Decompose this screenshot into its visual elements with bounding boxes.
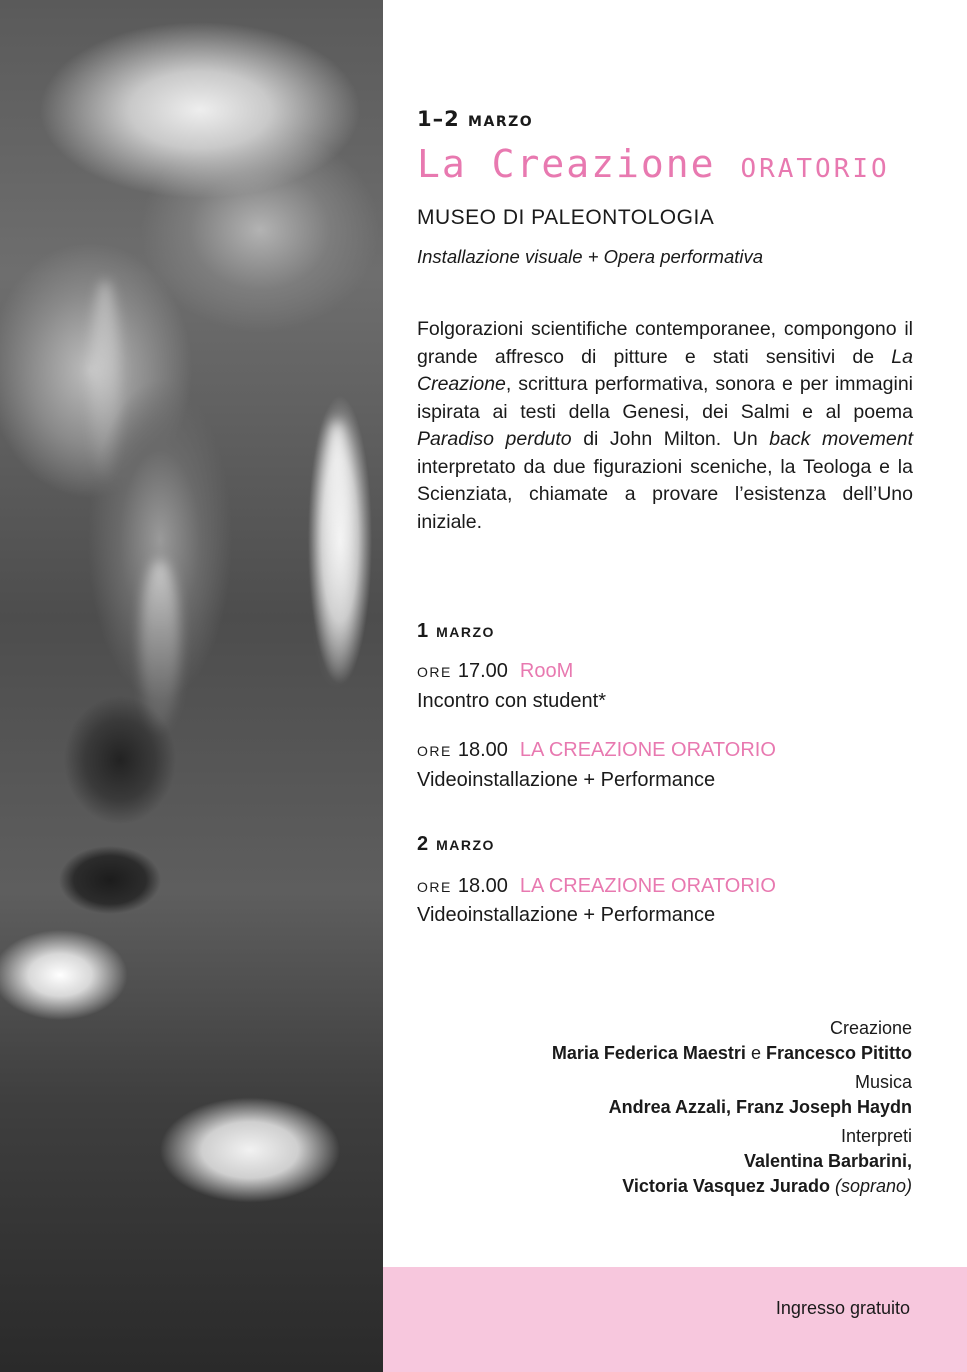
- day-number: 1: [417, 620, 429, 642]
- day-month: MARZO: [436, 837, 495, 853]
- credit-role: Interpreti: [840, 1126, 912, 1146]
- event-name: LA CREAZIONE ORATORIO: [519, 739, 776, 761]
- description-text: interpretato da due figurazioni sceniche, la Teologa e la Scienziata, chiamate a provare l’esistenza dell’Uno iniziale.: [417, 455, 913, 533]
- event-ore: ORE: [417, 743, 452, 759]
- event-time: 17.00: [457, 660, 508, 682]
- event-name: RooM: [519, 660, 574, 682]
- credit-names: [552, 1174, 912, 1199]
- description-italic: back movement: [769, 428, 913, 450]
- light-streak: [90, 280, 120, 480]
- event-description: Videoinstallazione + Performance: [417, 904, 716, 926]
- credit-names: Andrea Azzali, Franz Joseph Haydn: [608, 1097, 912, 1117]
- title-suffix: ORATORIO: [740, 154, 890, 184]
- dates-month: MARZO: [468, 114, 534, 130]
- description-text: di John Milton. Un: [571, 428, 770, 450]
- day-number: 2: [417, 833, 429, 855]
- credit-name: Maria Federica Maestri: [551, 1043, 746, 1063]
- event-line: [417, 660, 573, 683]
- credit-role: Creazione: [829, 1018, 912, 1038]
- event-description: Videoinstallazione + Performance: [417, 769, 716, 791]
- schedule-day: [417, 833, 495, 856]
- dates-range: 1–2: [417, 107, 460, 131]
- credit-role: Musica: [854, 1072, 912, 1092]
- light-streak: [320, 420, 354, 680]
- event-description: Incontro con student*: [417, 690, 607, 712]
- event-ore: ORE: [417, 879, 452, 895]
- credit-names: [552, 1041, 912, 1066]
- cover-photo: [0, 0, 383, 1372]
- admission-note: Ingresso gratuito: [775, 1298, 910, 1318]
- event-time: 18.00: [457, 875, 508, 897]
- page-title: [417, 142, 890, 186]
- credit-name: Victoria Vasquez Jurado: [622, 1176, 830, 1196]
- description-text: Folgorazioni scientifiche contemporanee, compongono il grande affresco di pitture e stati sensitivi de: [417, 318, 913, 368]
- credit-note: (soprano): [834, 1176, 912, 1196]
- credit-conjunction: e: [750, 1043, 761, 1063]
- description-text: , scrittura performativa, sonora e per immagini ispirata ai testi della Genesi, dei Salmi e al poema: [417, 373, 913, 423]
- credit-name: Francesco Pititto: [765, 1043, 912, 1063]
- title-main: La Creazione: [417, 142, 716, 186]
- venue: MUSEO DI PALEONTOLOGIA: [417, 206, 715, 229]
- day-month: MARZO: [436, 624, 495, 640]
- event-name: LA CREAZIONE ORATORIO: [519, 875, 776, 897]
- credits: [552, 1016, 912, 1203]
- event-dates: [417, 107, 533, 131]
- event-ore: ORE: [417, 664, 452, 680]
- event-line: [417, 875, 776, 898]
- description-italic: La Creazione: [417, 345, 913, 395]
- schedule-day: [417, 620, 495, 643]
- credit-names: Valentina Barbarini,: [743, 1151, 912, 1171]
- footer-band: [383, 1267, 967, 1372]
- light-streak: [140, 560, 180, 730]
- event-time: 18.00: [457, 739, 508, 761]
- event-line: [417, 739, 776, 762]
- description: [417, 316, 913, 536]
- description-italic: Paradiso perduto: [417, 428, 572, 450]
- subtitle: Installazione visuale + Opera performativa: [417, 246, 764, 267]
